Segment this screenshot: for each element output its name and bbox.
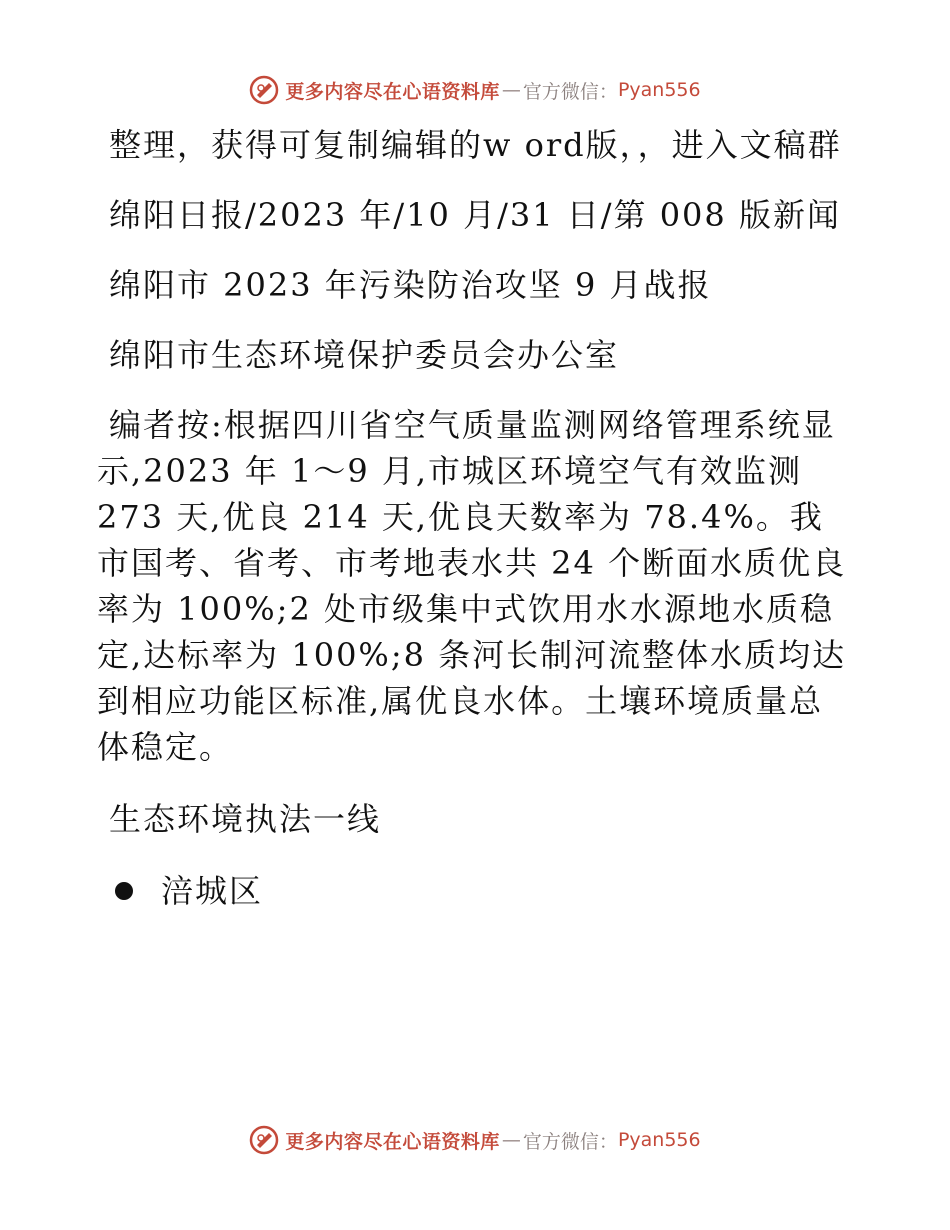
headline: 绵阳市 2023 年污染防治攻坚 9 月战报: [109, 266, 712, 304]
list-item: [97, 868, 857, 914]
list-item-label: 涪城区: [161, 872, 264, 910]
banner-wechat-label: 官方微信：: [522, 1130, 618, 1153]
seal-logo-icon: [249, 75, 279, 105]
bullet-icon: [115, 882, 133, 900]
editor-note-paragraph: 编者按:根据四川省空气质量监测网络管理系统显示,2023 年 1～9 月,市城区环境空气有效监测 273 天,优良 214 天,优良天数率为 78.4%。我市国考、省考、市考地表水共 24 个断面水质优良率为 100%;2 处市级集中式饮用水水源地水质稳定,达标率为 100%;8 条河长制河流整体水质均达到相应功能区标准,属优良水体。土壤环境质量总体稳定。: [97, 406, 847, 766]
banner-main-text: 更多内容尽在心语资料库: [285, 1130, 500, 1153]
header-banner: [0, 70, 950, 110]
banner-wechat-id: Pyan556: [617, 1129, 701, 1151]
footer-banner: [0, 1120, 950, 1160]
intro-paragraph: 整理，获得可复制编辑的w ord版，，进入文稿群: [109, 126, 842, 164]
source-line: 绵阳日报/2023 年/10 月/31 日/第 008 版新闻: [109, 196, 841, 234]
section-heading: 生态环境执法一线: [109, 800, 382, 838]
banner-wechat-label: 官方微信：: [522, 80, 618, 103]
document-body: [97, 122, 857, 914]
seal-logo-icon: [249, 1125, 279, 1155]
banner-separator: —: [501, 79, 521, 101]
banner-separator: —: [501, 1129, 521, 1151]
banner-wechat-id: Pyan556: [617, 79, 701, 101]
issuer-line: 绵阳市生态环境保护委员会办公室: [109, 336, 620, 374]
banner-main-text: 更多内容尽在心语资料库: [285, 80, 500, 103]
